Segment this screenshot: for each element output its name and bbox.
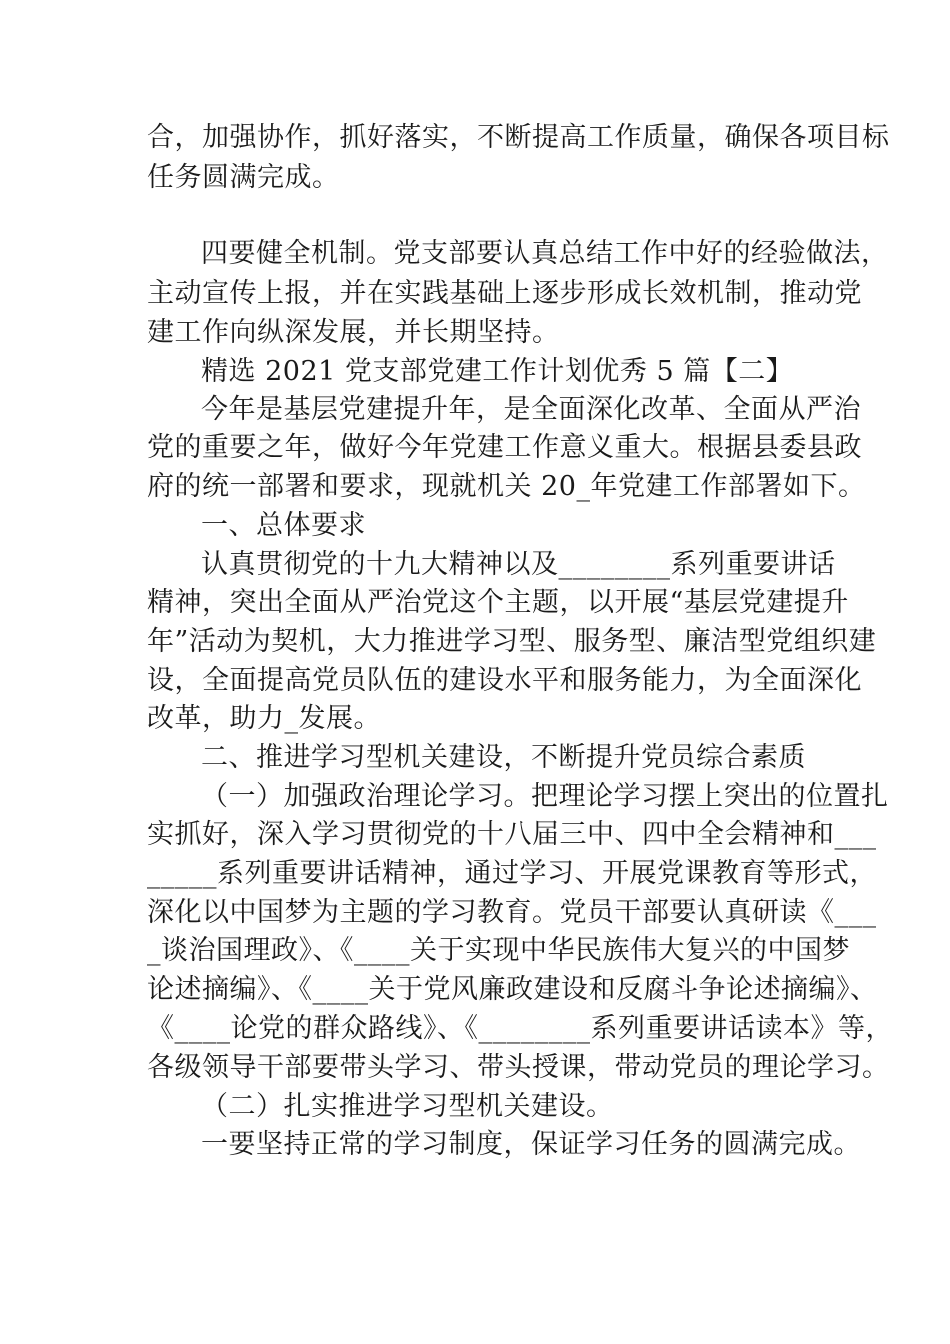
text-line: 实抓好，深入学习贯彻党的十八届三中、四中全会精神和___	[147, 819, 877, 850]
subheading: 二、推进学习型机关建设，不断提升党员综合素质	[201, 742, 806, 773]
text-line: 《____论党的群众路线》、《________系列重要讲话读本》等，	[147, 1013, 893, 1044]
text-line: 今年是基层党建提升年，是全面深化改革、全面从严治	[201, 394, 861, 425]
section-heading: 精选 2021 党支部党建工作计划优秀 5 篇【二】	[201, 356, 794, 387]
text-line: 任务圆满完成。	[147, 162, 340, 193]
text-line: 主动宣传上报，并在实践基础上逐步形成长效机制，推动党	[147, 278, 862, 309]
text-line: _谈治国理政》、《____关于实现中华民族伟大复兴的中国梦	[147, 935, 850, 966]
text-line: 深化以中国梦为主题的学习教育。党员干部要认真研读《___	[147, 897, 877, 928]
text-line: 一要坚持正常的学习制度，保证学习任务的圆满完成。	[201, 1129, 861, 1160]
text-line: （一）加强政治理论学习。把理论学习摆上突出的位置扎	[201, 781, 889, 812]
text-line: 论述摘编》、《____关于党风廉政建设和反腐斗争论述摘编》、	[147, 974, 878, 1005]
text-line: 合，加强协作，抓好落实，不断提高工作质量，确保各项目标	[147, 122, 890, 153]
text-line: 年”活动为契机，大力推进学习型、服务型、廉洁型党组织建	[147, 626, 877, 657]
text-line: 四要健全机制。党支部要认真总结工作中好的经验做法，	[201, 238, 889, 269]
text-line: 府的统一部署和要求，现就机关 20_年党建工作部署如下。	[147, 471, 866, 502]
text-line: 改革，助力_发展。	[147, 703, 381, 734]
text-line: 党的重要之年，做好今年党建工作意义重大。根据县委县政	[147, 432, 862, 463]
subheading: 一、总体要求	[201, 510, 366, 541]
text-line: 认真贯彻党的十九大精神以及________系列重要讲话	[201, 549, 836, 580]
text-line: 精神，突出全面从严治党这个主题，以开展“基层党建提升	[147, 587, 849, 618]
subheading: （二）扎实推进学习型机关建设。	[201, 1091, 614, 1122]
text-line: 设，全面提高党员队伍的建设水平和服务能力，为全面深化	[147, 665, 862, 696]
text-line: 建工作向纵深发展，并长期坚持。	[147, 317, 560, 348]
text-line: 各级领导干部要带头学习、带头授课，带动党员的理论学习。	[147, 1052, 890, 1083]
text-line: _____系列重要讲话精神，通过学习、开展党课教育等形式，	[147, 858, 877, 889]
